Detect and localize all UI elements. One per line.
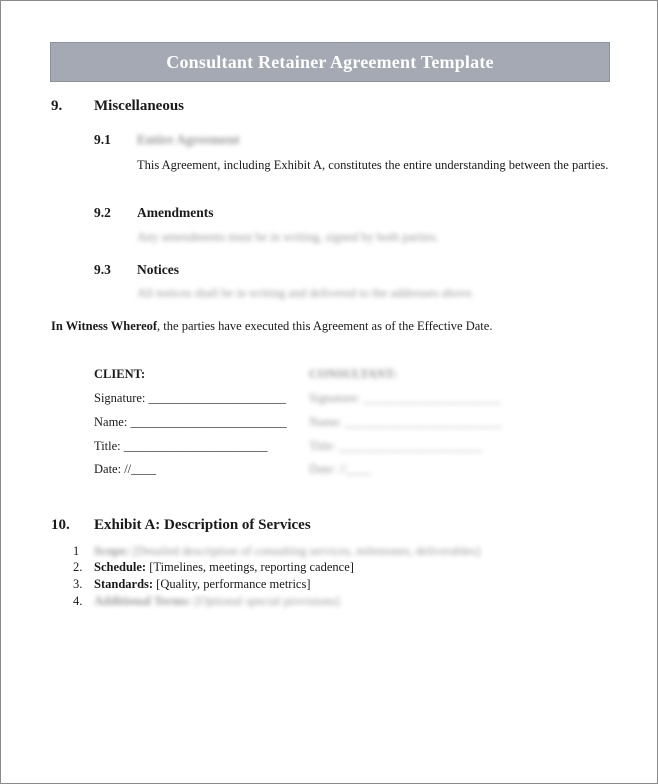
section-9-3-number: 9.3 bbox=[94, 262, 111, 277]
witness-statement bbox=[51, 319, 492, 334]
list-item-2-text: [Timelines, meetings, reporting cadence] bbox=[146, 560, 354, 574]
list-item-4-number: 4. bbox=[73, 594, 83, 608]
section-9-heading: Miscellaneous bbox=[94, 98, 184, 114]
client-label: CLIENT: bbox=[94, 367, 146, 381]
section-9-2-number: 9.2 bbox=[94, 205, 111, 220]
section-9-1-heading: Entire Agreement bbox=[137, 132, 240, 147]
list-item-3-number: 3. bbox=[73, 577, 83, 591]
client-title-field[interactable]: Title: _______________________ bbox=[94, 439, 268, 453]
section-9-3-text: All notices shall be in writing and delivered to the addresses above. bbox=[137, 286, 475, 300]
list-item-4-label: Additional Terms: bbox=[94, 594, 192, 608]
list-item-1-text: [Detailed description of consulting services, milestones, deliverables] bbox=[129, 544, 481, 558]
section-9-2-text: Any amendments must be in writing, signed by both parties. bbox=[137, 230, 439, 244]
section-9-2-heading: Amendments bbox=[137, 205, 214, 220]
witness-rest: , the parties have executed this Agreement as of the Effective Date. bbox=[157, 319, 493, 333]
consultant-label: CONSULTANT: bbox=[309, 367, 397, 381]
list-item-2 bbox=[94, 560, 354, 575]
list-item-1-number: 1 bbox=[73, 544, 80, 558]
client-name-field[interactable]: Name: _________________________ bbox=[94, 415, 287, 429]
list-item-3-text: [Quality, performance metrics] bbox=[153, 577, 311, 591]
list-item-2-label: Schedule: bbox=[94, 560, 147, 574]
consultant-signature-field[interactable]: Signature: ______________________ bbox=[309, 391, 502, 405]
witness-bold: In Witness Whereof bbox=[51, 319, 158, 333]
consultant-date-field[interactable]: Date: //____ bbox=[309, 462, 372, 476]
consultant-name-field[interactable]: Name: _________________________ bbox=[309, 415, 502, 429]
section-9-1-number: 9.1 bbox=[94, 132, 111, 147]
list-item-3 bbox=[94, 577, 311, 592]
list-item-1-label: Scope: bbox=[94, 544, 130, 558]
consultant-title-field[interactable]: Title: _______________________ bbox=[309, 439, 483, 453]
list-item-1 bbox=[94, 544, 480, 559]
section-9-3-heading: Notices bbox=[137, 262, 179, 277]
list-item-4 bbox=[94, 594, 340, 609]
section-9-number: 9. bbox=[51, 98, 63, 114]
client-signature-field[interactable]: Signature: ______________________ bbox=[94, 391, 287, 405]
section-9-1-text: This Agreement, including Exhibit A, constitutes the entire understanding between the parties. bbox=[137, 158, 609, 172]
client-date-field[interactable]: Date: //____ bbox=[94, 462, 157, 476]
list-item-2-number: 2. bbox=[73, 560, 83, 574]
list-item-4-text: [Optional special provisions] bbox=[191, 594, 340, 608]
section-10-number: 10. bbox=[51, 517, 70, 533]
document-title: Consultant Retainer Agreement Template bbox=[50, 42, 610, 82]
list-item-3-label: Standards: bbox=[94, 577, 154, 591]
section-10-heading: Exhibit A: Description of Services bbox=[94, 517, 311, 533]
